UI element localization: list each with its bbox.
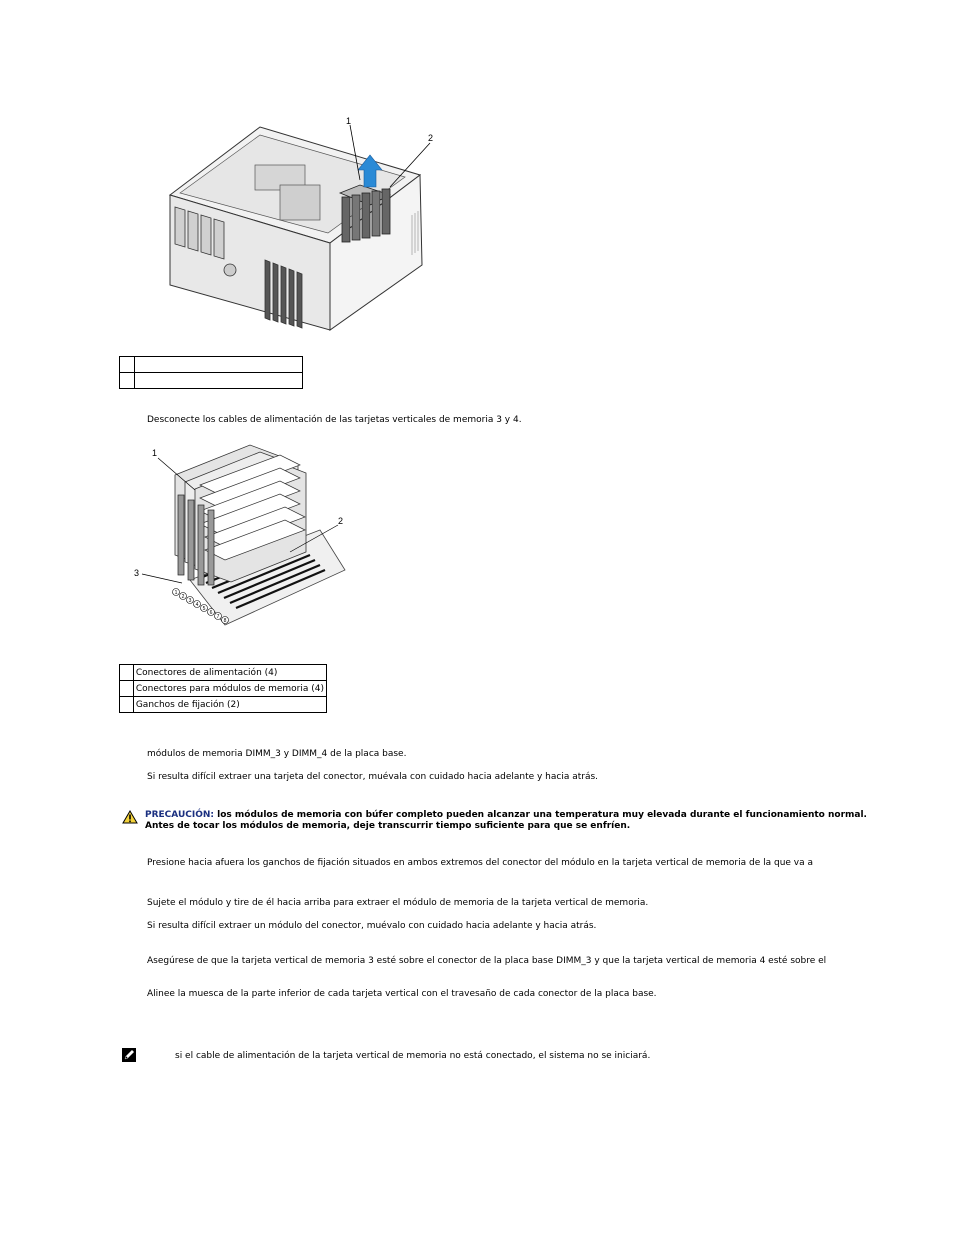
- legend-text: Conectores para módulos de memoria (4): [133, 681, 326, 697]
- callout-1: 1: [346, 116, 352, 126]
- step-verify-riser-text: Asegúrese de que la tarjeta vertical de memoria 3 esté sobre el conector de la placa base DIMM_3 y que la tarjeta vertical de memoria 4 esté sobre el: [147, 956, 827, 966]
- slot-number: 8: [223, 618, 227, 624]
- legend-num: [120, 373, 135, 389]
- slot-number: 6: [209, 610, 213, 616]
- legend-num: [120, 681, 134, 697]
- callout-2: 2: [338, 516, 344, 526]
- table-row: [120, 697, 327, 713]
- legend-table-2: [119, 664, 327, 713]
- legend-num: [120, 357, 135, 373]
- slot-number: 5: [202, 606, 206, 612]
- caution-keyword: PRECAUCIÓN:: [145, 810, 215, 820]
- legend-table-1: [119, 356, 303, 389]
- table-row: [120, 357, 303, 373]
- caution-line-2: Antes de tocar los módulos de memoria, deje transcurrir tiempo suficiente para que se enfríen.: [145, 821, 631, 831]
- slot-number: 7: [216, 614, 220, 620]
- legend-num: [120, 697, 134, 713]
- table-row: [120, 665, 327, 681]
- caution-text: [145, 810, 867, 832]
- callout-1: 1: [152, 448, 158, 458]
- step-disconnect-text: Desconecte los cables de alimentación de las tarjetas verticales de memoria 3 y 4.: [147, 415, 522, 425]
- chassis-illustration: [160, 115, 440, 335]
- step-align-notch-text: Alinee la muesca de la parte inferior de cada tarjeta vertical con el travesaño de cada conector de la placa base.: [147, 989, 657, 999]
- caution-line-1: los módulos de memoria con búfer completo pueden alcanzar una temperatura muy elevada durante el funcionamiento normal.: [214, 810, 867, 820]
- legend-text: Ganchos de fijación (2): [133, 697, 326, 713]
- callout-3: 3: [134, 568, 140, 578]
- legend-text: [135, 357, 303, 373]
- note-pencil-icon: [122, 1048, 136, 1062]
- memory-riser-illustration: [130, 440, 360, 630]
- callout-2: 2: [428, 133, 434, 143]
- legend-text: [135, 373, 303, 389]
- table-row: [120, 681, 327, 697]
- table-row: [120, 373, 303, 389]
- slot-number: 1: [174, 590, 178, 596]
- step-pull-module-text: Sujete el módulo y tire de él hacia arriba para extraer el módulo de memoria de la tarjeta vertical de memoria.: [147, 898, 649, 908]
- legend-text: Conectores de alimentación (4): [133, 665, 326, 681]
- step-release-clips-text: Presione hacia afuera los ganchos de fijación situados en ambos extremos del conector del módulo en la tarjeta vertical de memoria de la que va a: [147, 858, 814, 868]
- step-remove-risers-text: módulos de memoria DIMM_3 y DIMM_4 de la placa base.: [147, 749, 407, 759]
- note-text: si el cable de alimentación de la tarjeta vertical de memoria no está conectado, el sistema no se iniciará.: [175, 1051, 651, 1061]
- warning-icon: [122, 810, 138, 824]
- step-remove-risers-note: Si resulta difícil extraer una tarjeta del conector, muévala con cuidado hacia adelante y hacia atrás.: [147, 772, 599, 782]
- legend-num: [120, 665, 134, 681]
- slot-number: 3: [188, 598, 192, 604]
- slot-number: 4: [195, 602, 199, 608]
- step-pull-module-note: Si resulta difícil extraer un módulo del conector, muévalo con cuidado hacia adelante y hacia atrás.: [147, 921, 597, 931]
- slot-number: 2: [181, 594, 185, 600]
